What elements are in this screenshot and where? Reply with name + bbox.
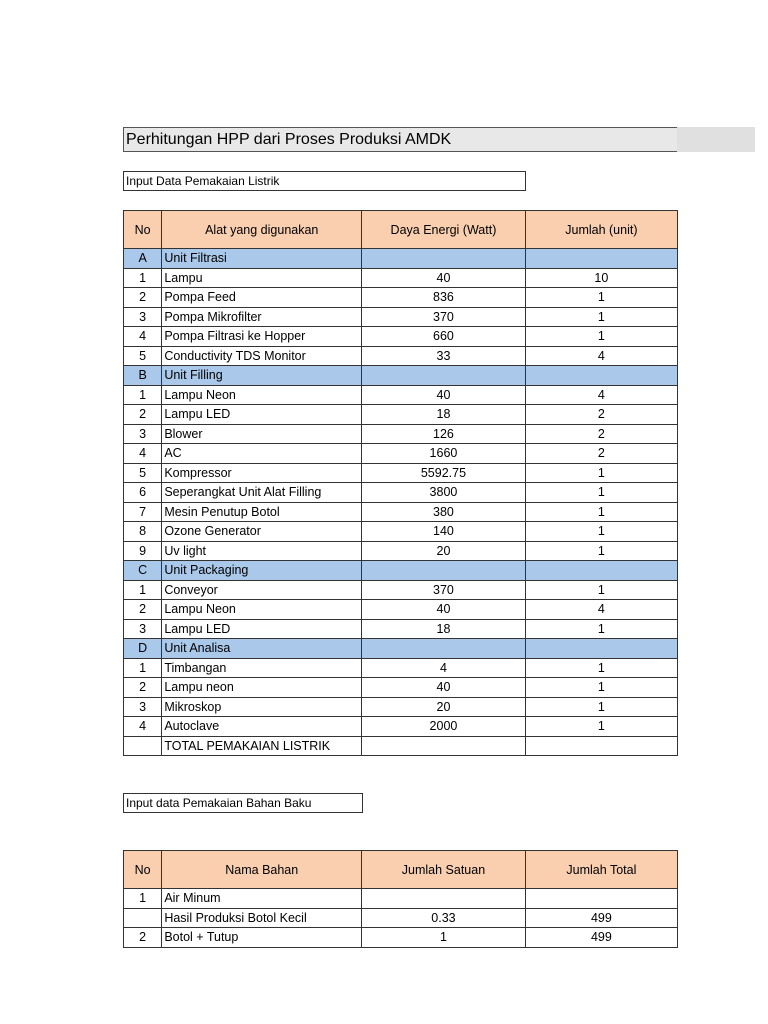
group-row bbox=[124, 639, 678, 659]
cell-name: Unit Filtrasi bbox=[162, 249, 362, 269]
cell-name: TOTAL PEMAKAIAN LISTRIK bbox=[162, 736, 362, 756]
header-equipment: Alat yang digunakan bbox=[162, 211, 362, 249]
table-header-row bbox=[124, 851, 678, 889]
cell-power: 40 bbox=[362, 268, 526, 288]
cell-power: 660 bbox=[362, 327, 526, 347]
cell-qty bbox=[525, 736, 677, 756]
cell-power: 140 bbox=[362, 522, 526, 542]
cell-name: Unit Filling bbox=[162, 366, 362, 386]
cell-no bbox=[124, 908, 162, 928]
cell-no: D bbox=[124, 639, 162, 659]
cell-unit bbox=[362, 889, 526, 909]
cell-qty: 1 bbox=[525, 580, 677, 600]
header-quantity: Jumlah (unit) bbox=[525, 211, 677, 249]
cell-no: 5 bbox=[124, 346, 162, 366]
cell-no: 3 bbox=[124, 307, 162, 327]
cell-name: Lampu bbox=[162, 268, 362, 288]
table-row bbox=[124, 346, 678, 366]
table-row bbox=[124, 483, 678, 503]
cell-no bbox=[124, 736, 162, 756]
table-row bbox=[124, 522, 678, 542]
cell-no: 4 bbox=[124, 444, 162, 464]
cell-qty: 1 bbox=[525, 483, 677, 503]
cell-power: 18 bbox=[362, 405, 526, 425]
cell-qty bbox=[525, 561, 677, 581]
cell-qty: 4 bbox=[525, 600, 677, 620]
cell-name: Hasil Produksi Botol Kecil bbox=[162, 908, 362, 928]
cell-no: 1 bbox=[124, 889, 162, 909]
cell-qty: 1 bbox=[525, 697, 677, 717]
cell-name: Lampu LED bbox=[162, 405, 362, 425]
cell-no: B bbox=[124, 366, 162, 386]
cell-qty: 1 bbox=[525, 307, 677, 327]
cell-no: 6 bbox=[124, 483, 162, 503]
cell-unit: 0.33 bbox=[362, 908, 526, 928]
cell-power bbox=[362, 249, 526, 269]
table-row bbox=[124, 736, 678, 756]
table-row bbox=[124, 444, 678, 464]
cell-power: 33 bbox=[362, 346, 526, 366]
table-row bbox=[124, 580, 678, 600]
cell-no: 2 bbox=[124, 600, 162, 620]
cell-name: Timbangan bbox=[162, 658, 362, 678]
cell-name: Ozone Generator bbox=[162, 522, 362, 542]
cell-qty: 10 bbox=[525, 268, 677, 288]
cell-no: 1 bbox=[124, 658, 162, 678]
cell-no: 3 bbox=[124, 424, 162, 444]
cell-no: 2 bbox=[124, 678, 162, 698]
table-row bbox=[124, 327, 678, 347]
cell-no: 3 bbox=[124, 619, 162, 639]
cell-power: 18 bbox=[362, 619, 526, 639]
cell-power: 126 bbox=[362, 424, 526, 444]
table-row bbox=[124, 502, 678, 522]
table-row bbox=[124, 307, 678, 327]
cell-qty: 2 bbox=[525, 424, 677, 444]
cell-name: Blower bbox=[162, 424, 362, 444]
cell-power bbox=[362, 639, 526, 659]
cell-name: Unit Packaging bbox=[162, 561, 362, 581]
header-total-amount: Jumlah Total bbox=[525, 851, 677, 889]
cell-name: Lampu Neon bbox=[162, 385, 362, 405]
table-row bbox=[124, 619, 678, 639]
table-row bbox=[124, 889, 678, 909]
raw-material-table bbox=[123, 850, 678, 948]
cell-name: Botol + Tutup bbox=[162, 928, 362, 948]
cell-name: Mikroskop bbox=[162, 697, 362, 717]
cell-power: 2000 bbox=[362, 717, 526, 737]
table-row bbox=[124, 385, 678, 405]
cell-unit: 1 bbox=[362, 928, 526, 948]
cell-power: 836 bbox=[362, 288, 526, 308]
cell-qty: 1 bbox=[525, 678, 677, 698]
cell-no: 7 bbox=[124, 502, 162, 522]
table-header-row bbox=[124, 211, 678, 249]
table-row bbox=[124, 600, 678, 620]
cell-qty: 1 bbox=[525, 463, 677, 483]
group-row bbox=[124, 366, 678, 386]
cell-power: 40 bbox=[362, 678, 526, 698]
electricity-usage-table bbox=[123, 210, 678, 756]
cell-name: Pompa Feed bbox=[162, 288, 362, 308]
cell-total: 499 bbox=[525, 908, 677, 928]
cell-qty bbox=[525, 249, 677, 269]
table-row bbox=[124, 268, 678, 288]
table-row bbox=[124, 697, 678, 717]
cell-qty bbox=[525, 366, 677, 386]
section-label-electricity: Input Data Pemakaian Listrik bbox=[123, 171, 526, 191]
cell-qty: 4 bbox=[525, 346, 677, 366]
table-row bbox=[124, 658, 678, 678]
cell-name: Lampu Neon bbox=[162, 600, 362, 620]
cell-no: 1 bbox=[124, 385, 162, 405]
cell-no: A bbox=[124, 249, 162, 269]
cell-no: 9 bbox=[124, 541, 162, 561]
table-row bbox=[124, 288, 678, 308]
cell-name: Lampu neon bbox=[162, 678, 362, 698]
section-label-raw-material: Input data Pemakaian Bahan Baku bbox=[123, 793, 363, 813]
cell-no: 4 bbox=[124, 717, 162, 737]
table-row bbox=[124, 424, 678, 444]
cell-qty bbox=[525, 639, 677, 659]
cell-no: 4 bbox=[124, 327, 162, 347]
cell-qty: 1 bbox=[525, 619, 677, 639]
cell-qty: 1 bbox=[525, 522, 677, 542]
cell-name: Uv light bbox=[162, 541, 362, 561]
cell-qty: 1 bbox=[525, 658, 677, 678]
table-row bbox=[124, 928, 678, 948]
cell-power: 20 bbox=[362, 541, 526, 561]
cell-name: Air Minum bbox=[162, 889, 362, 909]
header-unit-amount: Jumlah Satuan bbox=[362, 851, 526, 889]
cell-no: 1 bbox=[124, 580, 162, 600]
cell-qty: 1 bbox=[525, 502, 677, 522]
cell-power: 4 bbox=[362, 658, 526, 678]
cell-power: 370 bbox=[362, 580, 526, 600]
cell-qty: 2 bbox=[525, 405, 677, 425]
cell-name: Pompa Filtrasi ke Hopper bbox=[162, 327, 362, 347]
cell-qty: 1 bbox=[525, 327, 677, 347]
header-no: No bbox=[124, 211, 162, 249]
cell-qty: 1 bbox=[525, 288, 677, 308]
cell-qty: 4 bbox=[525, 385, 677, 405]
cell-power: 5592.75 bbox=[362, 463, 526, 483]
cell-name: Mesin Penutup Botol bbox=[162, 502, 362, 522]
cell-no: C bbox=[124, 561, 162, 581]
cell-power: 3800 bbox=[362, 483, 526, 503]
cell-no: 2 bbox=[124, 288, 162, 308]
sheet-title: Perhitungan HPP dari Proses Produksi AMDK bbox=[123, 127, 677, 152]
cell-name: Unit Analisa bbox=[162, 639, 362, 659]
cell-no: 3 bbox=[124, 697, 162, 717]
cell-no: 2 bbox=[124, 928, 162, 948]
cell-total bbox=[525, 889, 677, 909]
cell-power: 40 bbox=[362, 385, 526, 405]
table-row bbox=[124, 908, 678, 928]
table-row bbox=[124, 717, 678, 737]
title-bar-extension bbox=[677, 127, 755, 152]
header-material-name: Nama Bahan bbox=[162, 851, 362, 889]
cell-name: Conductivity TDS Monitor bbox=[162, 346, 362, 366]
cell-qty: 1 bbox=[525, 717, 677, 737]
table-row bbox=[124, 541, 678, 561]
cell-power bbox=[362, 366, 526, 386]
cell-name: AC bbox=[162, 444, 362, 464]
cell-power: 40 bbox=[362, 600, 526, 620]
header-power: Daya Energi (Watt) bbox=[362, 211, 526, 249]
header-no: No bbox=[124, 851, 162, 889]
cell-qty: 2 bbox=[525, 444, 677, 464]
cell-name: Seperangkat Unit Alat Filling bbox=[162, 483, 362, 503]
group-row bbox=[124, 561, 678, 581]
cell-power: 20 bbox=[362, 697, 526, 717]
cell-name: Lampu LED bbox=[162, 619, 362, 639]
cell-power bbox=[362, 561, 526, 581]
cell-name: Conveyor bbox=[162, 580, 362, 600]
cell-total: 499 bbox=[525, 928, 677, 948]
cell-power: 1660 bbox=[362, 444, 526, 464]
cell-no: 8 bbox=[124, 522, 162, 542]
cell-no: 2 bbox=[124, 405, 162, 425]
cell-power: 370 bbox=[362, 307, 526, 327]
cell-name: Autoclave bbox=[162, 717, 362, 737]
cell-power: 380 bbox=[362, 502, 526, 522]
table-row bbox=[124, 678, 678, 698]
group-row bbox=[124, 249, 678, 269]
table-row bbox=[124, 463, 678, 483]
cell-qty: 1 bbox=[525, 541, 677, 561]
cell-name: Kompressor bbox=[162, 463, 362, 483]
table-row bbox=[124, 405, 678, 425]
cell-name: Pompa Mikrofilter bbox=[162, 307, 362, 327]
cell-no: 5 bbox=[124, 463, 162, 483]
cell-power bbox=[362, 736, 526, 756]
cell-no: 1 bbox=[124, 268, 162, 288]
